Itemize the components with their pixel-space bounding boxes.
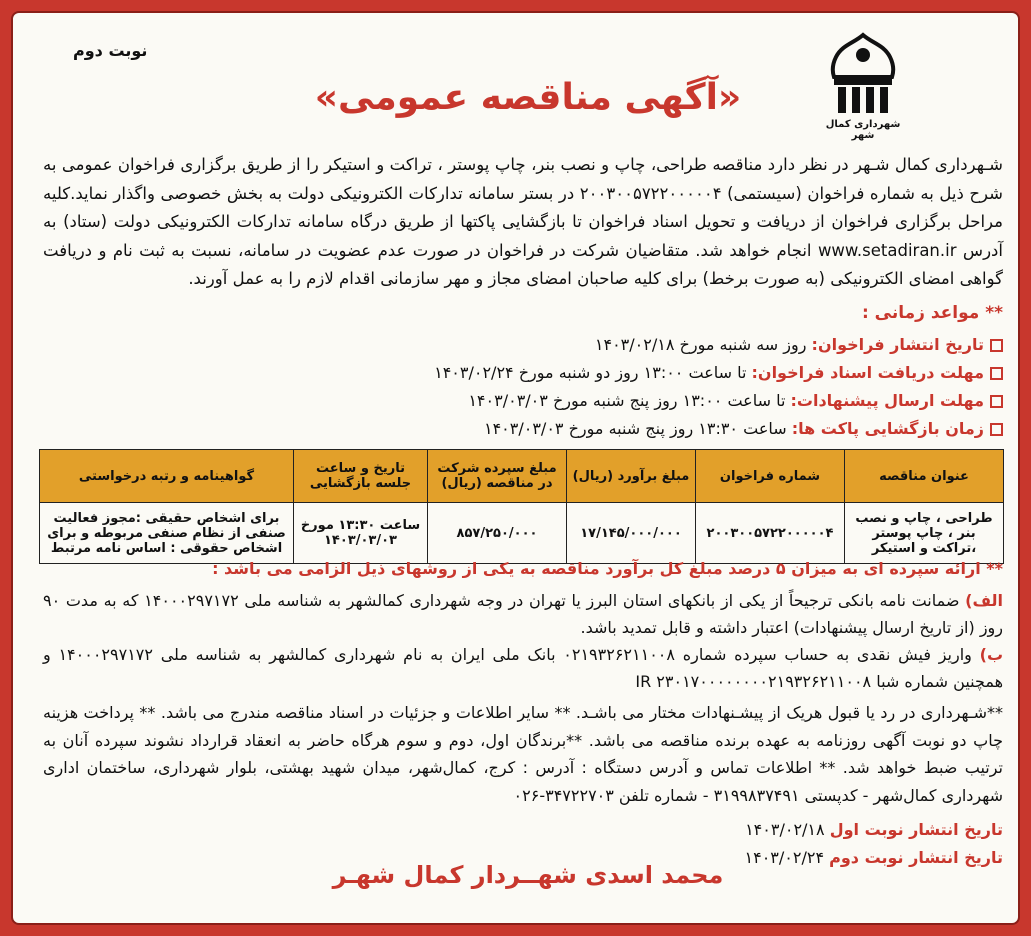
- second-publication-label: تاریخ انتشار نوبت دوم: [829, 848, 1003, 867]
- schedule-item: [43, 359, 1003, 387]
- page-title: «آگهی مناقصه عمومی»: [314, 77, 742, 118]
- municipality-seal: [818, 31, 908, 139]
- schedule-list: [43, 331, 1003, 443]
- schedule-item-label: زمان بازگشایی پاکت ها:: [791, 419, 984, 438]
- option-a-text: ضمانت نامه بانکی ترجیحاً از یکی از بانکهای استان البرز یا تهران در وجه شهرداری کمالشهر به شناسه ملی ۱۴۰۰۰۲۹۷۱۷۲ که به مدت ۹۰ روز (از تاریخ ارسال پیشنهادات) اعتبار داشته و قابل تمدید باشد.: [43, 591, 1003, 637]
- col-header-estimate: مبلغ برآورد (ریال): [567, 450, 696, 503]
- col-header-opening: تاریخ و ساعت جلسه بازگشایی: [294, 450, 428, 503]
- cell-call-number: ۲۰۰۳۰۰۵۷۲۲۰۰۰۰۰۴: [696, 503, 845, 564]
- checkbox-bullet-icon: [990, 395, 1003, 408]
- col-header-deposit: مبلغ سپرده شرکت در مناقصه (ریال): [428, 450, 567, 503]
- cell-estimate: ۱۷/۱۴۵/۰۰۰/۰۰۰: [567, 503, 696, 564]
- signature-line: محمد اسدی شهــردار کمال شهـر: [332, 861, 724, 889]
- schedule-item: [43, 415, 1003, 443]
- municipality-logo-icon: [824, 31, 902, 117]
- col-header-call-number: شماره فراخوان: [696, 450, 845, 503]
- cell-certificate: برای اشخاص حقیقی :مجوز فعالیت صنفی از نظام صنفی مربوطه و برای اشخاص حقوقی : اساس نامه مرتبط: [40, 503, 294, 564]
- option-a-label: الف): [965, 591, 1004, 610]
- table-row: [40, 503, 1004, 564]
- schedule-item: [43, 331, 1003, 359]
- schedule-item-label: مهلت ارسال پیشنهادات:: [790, 391, 984, 410]
- guarantee-heading: ** ارائه سپرده ای به میزان ۵ درصد مبلغ کل برآورد مناقصه به یکی از روشهای ذیل الزامی می باشد :: [212, 559, 1003, 578]
- guarantee-section: [43, 587, 1003, 695]
- first-publication-label: تاریخ انتشار نوبت اول: [829, 820, 1003, 839]
- option-b-text: واریز فیش نقدی به حساب سپرده شماره ۰۲۱۹۳۲۶۲۱۱۰۰۸ بانک ملی ایران به نام شهرداری کمالشهر به شناسه ملی ۱۴۰۰۰۲۹۷۱۷۲ و همچنین شماره شبا IR ۲۳۰۱۷۰۰۰۰۰۰۰۰۲۱۹۳۲۶۲۱۱۰۰۸: [43, 645, 1003, 691]
- schedule-item-value: تا ساعت ۱۳:۰۰ روز دو شنبه مورخ ۱۴۰۳/۰۲/۲۴: [434, 363, 752, 382]
- tender-table: [39, 449, 1004, 564]
- col-header-certificate: گواهینامه و رتبه درخواستی: [40, 450, 294, 503]
- guarantee-option-a: [43, 587, 1003, 641]
- first-publication-date: ۱۴۰۳/۰۲/۱۸: [745, 820, 830, 839]
- cell-deposit: ۸۵۷/۲۵۰/۰۰۰: [428, 503, 567, 564]
- seal-caption: شهرداری کمال شهر: [825, 119, 901, 141]
- guarantee-option-b: [43, 641, 1003, 695]
- checkbox-bullet-icon: [990, 423, 1003, 436]
- schedule-heading: ** مواعد زمانی :: [861, 303, 1003, 323]
- cell-title: طراحی ، چاپ و نصب بنر ، چاپ پوستر ،تراکت و استیکر: [845, 503, 1004, 564]
- schedule-item-value: تا ساعت ۱۳:۰۰ روز پنج شنبه مورخ ۱۴۰۳/۰۳/۰۳: [468, 391, 791, 410]
- notes-paragraph: **شـهرداری در رد یا قبول هریک از پیشـنهادات مختار می باشـد. ** سایر اطلاعات و جزئیات در اسناد مناقصه مندرج می باشد. ** پرداخت هزینه چاپ دو نوبت آگهی روزنامه به عهده برنده مناقصه می باشد. **برندگان اول، دوم و سوم هرگاه حاضر به انعقاد قرارداد نشوند سپرده آنان به ترتیب ضبط خواهد شد. ** اطلاعات تماس و آدرس دستگاه : آدرس : کرج، کمال‌شهر، میدان شهید بهشتی، بلوار شهرداری، ساختمان اداری شهرداری کمال‌شهر - کدپستی ۳۱۹۹۸۳۷۴۹۱ - شماره تلفن ۳۴۷۲۲۷۰۳-۰۲۶: [43, 703, 1003, 805]
- option-b-label: ب): [979, 645, 1004, 664]
- checkbox-bullet-icon: [990, 367, 1003, 380]
- schedule-item-label: تاریخ انتشار فراخوان:: [811, 335, 984, 354]
- table-header-row: [40, 450, 1004, 503]
- col-header-title: عنوان مناقصه: [845, 450, 1004, 503]
- first-publication: [43, 816, 1003, 844]
- schedule-item: [43, 387, 1003, 415]
- round-label: نوبت دوم: [73, 41, 148, 60]
- schedule-item-label: مهلت دریافت اسناد فراخوان:: [751, 363, 984, 382]
- notice-paper: [11, 11, 1020, 925]
- checkbox-bullet-icon: [990, 339, 1003, 352]
- cell-opening: ساعت ۱۳:۳۰ مورخ ۱۴۰۳/۰۳/۰۳: [294, 503, 428, 564]
- intro-paragraph: شـهرداری کمال شـهر در نظر دارد مناقصه طراحی، چاپ و نصب بنر، چاپ پوستر ، تراکت و استیکر را از طریق برگزاری فراخوان عمومی به شرح ذیل به شماره فراخوان (سیستمی) ۲۰۰۳۰۰۵۷۲۲۰۰۰۰۰۴ در بستر سامانه تدارکات الکترونیکی دولت به بخش خصوصی واگذار نماید.کلیه مراحل برگزاری فراخوان از دریافت و تحویل اسناد فراخوان تا بازگشایی پاکتها از طریق درگاه سامانه تدارکات الکترونیکی دولت (ستاد) به آدرس www.setadiran.ir انجام خواهد شد. متقاضیان شرکت در فراخوان در صورت عدم عضویت در سامانه، نسبت به ثبت نام و دریافت گواهی امضای الکترونیکی (به صورت برخط) برای کلیه صاحبان امضای مجاز و مهر سازمانی اقدام لازم را به عمل آورند.: [43, 155, 1003, 288]
- schedule-item-value: روز سه شنبه مورخ ۱۴۰۳/۰۲/۱۸: [594, 335, 812, 354]
- schedule-item-value: ساعت ۱۳:۳۰ روز پنج شنبه مورخ ۱۴۰۳/۰۳/۰۳: [483, 419, 792, 438]
- second-publication-date: ۱۴۰۳/۰۲/۲۴: [744, 848, 830, 867]
